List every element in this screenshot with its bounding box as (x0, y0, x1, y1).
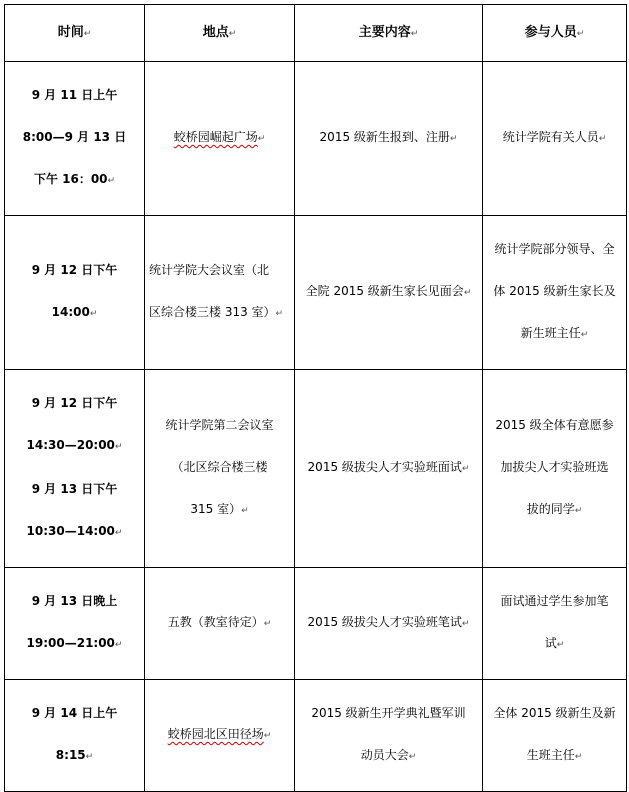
paragraph-mark-icon: ↵ (241, 506, 249, 516)
content-line: 全院 2015 级新生家长见面会↵ (305, 284, 472, 298)
time-line: 8:15↵ (55, 748, 94, 762)
content-line: 2015 级拔尖人才实验班面试↵ (307, 460, 470, 474)
paragraph-mark-icon: ↵ (461, 619, 470, 629)
paragraph-mark-icon: ↵ (89, 309, 98, 319)
paragraph-mark-icon: ↵ (574, 506, 583, 516)
paragraph-mark-icon: ↵ (114, 528, 123, 538)
paragraph-mark-icon: ↵ (408, 752, 417, 762)
paragraph-mark-icon: ↵ (580, 330, 589, 340)
location-line: 五教（教室待定）↵ (167, 615, 272, 629)
paragraph-mark-icon: ↵ (463, 288, 472, 298)
location-cell (145, 568, 295, 680)
paragraph-mark-icon: ↵ (598, 134, 607, 144)
time-cell (5, 680, 145, 792)
location-line: 蛟桥园北区田径场↵ (167, 727, 272, 741)
participants-cell (483, 568, 627, 680)
location-line: 蛟桥园崛起广场↵ (173, 130, 266, 144)
location-cell (145, 62, 295, 216)
location-line: 统计学院大会议室（北 (149, 263, 270, 277)
table-row (5, 370, 627, 568)
participants-line: 统计学院有关人员↵ (502, 130, 607, 144)
time-cell (5, 568, 145, 680)
paragraph-mark-icon: ↵ (114, 442, 123, 452)
time-line: 9 月 13 日下午 (31, 482, 118, 496)
table-row (5, 568, 627, 680)
location-line: （北区综合楼三楼 (171, 460, 268, 474)
paragraph-mark-icon: ↵ (410, 28, 419, 39)
participants-line: 试↵ (544, 636, 565, 650)
content-cell (295, 680, 483, 792)
paragraph-mark-icon: ↵ (114, 640, 123, 650)
time-line: 下午 16：00↵ (33, 172, 116, 186)
time-line: 9 月 11 日上午 (31, 88, 118, 102)
participants-line: 体 2015 级新生家长及 (493, 284, 616, 298)
table-row (5, 680, 627, 792)
content-cell (295, 62, 483, 216)
time-line: 9 月 12 日下午 (31, 263, 118, 277)
content-line: 动员大会↵ (360, 748, 417, 762)
paragraph-mark-icon: ↵ (83, 28, 92, 39)
content-line: 2015 级拔尖人才实验班笔试↵ (307, 615, 470, 629)
time-cell (5, 62, 145, 216)
time-cell (5, 370, 145, 568)
paragraph-mark-icon: ↵ (574, 752, 583, 762)
participants-cell (483, 680, 627, 792)
table-row (5, 62, 627, 216)
time-line: 19:00—21:00↵ (26, 636, 123, 650)
location-line: 区综合楼三楼 313 室）↵ (149, 305, 284, 319)
participants-line: 2015 级全体有意愿参 (495, 418, 614, 432)
time-cell (5, 216, 145, 370)
participants-cell (483, 62, 627, 216)
paragraph-mark-icon: ↵ (449, 134, 458, 144)
paragraph-mark-icon: ↵ (257, 134, 266, 144)
location-line: 315 室）↵ (190, 502, 249, 516)
header-participants: 参与人员↵ (483, 5, 627, 62)
location-cell (145, 216, 295, 370)
paragraph-mark-icon: ↵ (263, 731, 272, 741)
time-line: 8:00—9 月 13 日 (22, 130, 127, 144)
table-row (5, 216, 627, 370)
participants-cell (483, 216, 627, 370)
participants-line: 面试通过学生参加笔 (500, 594, 609, 608)
header-row (5, 5, 627, 62)
time-line: 9 月 12 日下午 (31, 396, 118, 410)
content-cell (295, 568, 483, 680)
paragraph-mark-icon: ↵ (461, 464, 470, 474)
content-cell (295, 216, 483, 370)
paragraph-mark-icon: ↵ (576, 28, 585, 39)
participants-line: 统计学院部分领导、全 (494, 242, 615, 256)
location-cell (145, 680, 295, 792)
schedule-table (4, 4, 627, 792)
paragraph-mark-icon: ↵ (556, 640, 565, 650)
content-line: 2015 级新生报到、注册↵ (319, 130, 458, 144)
paragraph-mark-icon: ↵ (263, 619, 272, 629)
paragraph-mark-icon: ↵ (85, 752, 94, 762)
time-line: 10:30—14:00↵ (26, 524, 123, 538)
paragraph-mark-icon: ↵ (228, 28, 237, 39)
participants-line: 全体 2015 级新生及新 (493, 706, 616, 720)
content-cell (295, 370, 483, 568)
paragraph-mark-icon: ↵ (107, 176, 116, 186)
participants-line: 加拔尖人才实验班选 (500, 460, 609, 474)
header-location: 地点↵ (145, 5, 295, 62)
participants-line: 拔的同学↵ (526, 502, 583, 516)
participants-cell (483, 370, 627, 568)
time-line: 9 月 14 日上午 (31, 706, 118, 720)
time-line: 9 月 13 日晚上 (31, 594, 118, 608)
header-time: 时间↵ (5, 5, 145, 62)
time-line: 14:00↵ (51, 305, 98, 319)
content-line: 2015 级新生开学典礼暨军训 (311, 706, 466, 720)
participants-line: 生班主任↵ (526, 748, 583, 762)
location-cell (145, 370, 295, 568)
location-line: 统计学院第二会议室 (165, 418, 274, 432)
header-content: 主要内容↵ (295, 5, 483, 62)
paragraph-mark-icon: ↵ (275, 309, 284, 319)
participants-line: 新生班主任↵ (520, 326, 589, 340)
time-line: 14:30—20:00↵ (26, 438, 123, 452)
